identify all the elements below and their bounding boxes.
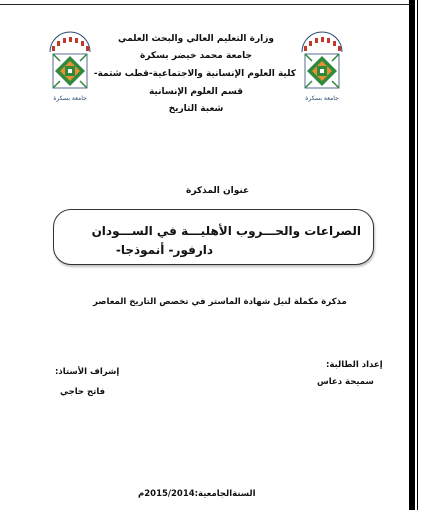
student-label: إعداد الطالبة: bbox=[326, 360, 383, 370]
logo-caption-right: جامعة بسكرة bbox=[305, 95, 339, 102]
supervisor-name: فاتح حاجي bbox=[60, 387, 106, 397]
supervisor-label: إشراف الأستاذ: bbox=[55, 367, 120, 377]
right-border-bar bbox=[409, 0, 415, 510]
university-emblem-icon bbox=[50, 32, 90, 88]
logo-caption-left: جامعة بسكرة bbox=[53, 95, 87, 102]
top-border-line bbox=[0, 4, 411, 5]
thesis-subtitle: مذكرة مكملة لنيل شهادة الماستر في تخصص التاريخ المعاصر bbox=[93, 297, 347, 307]
ministry-name: وزارة التعليم العالي والبحث العلمي bbox=[117, 34, 275, 44]
university-logo-right bbox=[300, 30, 344, 106]
thesis-title-line-2: دارفور- أنموذجا- bbox=[115, 243, 213, 257]
university-name: جامعة محمد خيضر بسكرة bbox=[140, 51, 252, 61]
student-name: سميحة دعاس bbox=[317, 377, 374, 387]
thesis-title-box bbox=[53, 209, 374, 265]
branch-name: شعبة التاريخ bbox=[168, 104, 224, 114]
university-emblem-icon bbox=[302, 32, 342, 88]
right-border-line bbox=[417, 0, 418, 510]
university-logo-left bbox=[48, 30, 92, 106]
memo-title-label: عنوان المذكرة bbox=[186, 186, 250, 196]
department-name: قسم العلوم الإنسانية bbox=[148, 87, 244, 97]
faculty-name: كلية العلوم الإنسانية والاجتماعية-قطب شتمة- bbox=[93, 69, 296, 79]
thesis-title-line-1: الصراعات والحـــروب الأهليـــة في الســـودان bbox=[91, 224, 361, 238]
academic-year: السنةالجامعية:2015/2014م bbox=[138, 489, 256, 499]
